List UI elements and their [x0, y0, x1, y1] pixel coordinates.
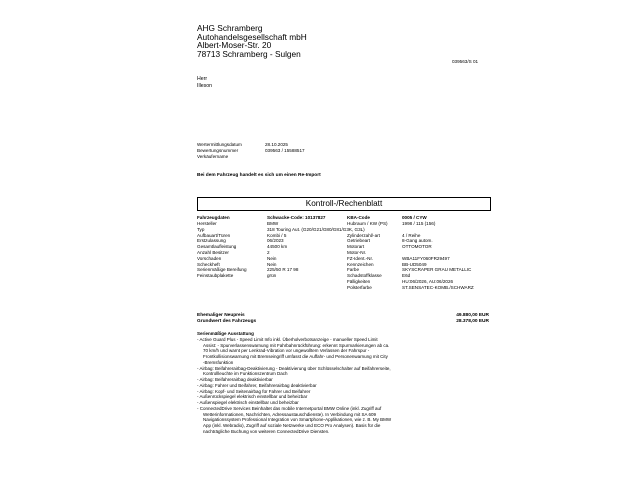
table-cell: 44500 km: [267, 244, 288, 250]
table-cell: BMW: [267, 221, 279, 226]
table-cell: HU:06/2026, AU:06/2026: [402, 278, 454, 284]
table-cell: 4 / Reihe: [402, 232, 421, 238]
sender-line: 78713 Schramberg - Sulgen: [197, 48, 301, 59]
equipment-line: Assist: - Spurverlassenswarnung mit Fahrbahnrückführung: erkennt Spurmarkierungen ab ca.: [203, 342, 390, 348]
sender-line: AHG Schramberg: [197, 23, 263, 33]
table-cell: Zylinderzahl/-art: [347, 232, 380, 238]
section-title-box: [197, 197, 491, 211]
recipient-line: Illeson: [197, 82, 212, 89]
table-cell: Motor-Nr.: [347, 249, 367, 255]
table-cell: Nein: [267, 255, 277, 261]
equipment-line: -Bremsfunktion: [203, 359, 234, 365]
price-label: Grundwert des Fahrzeugs: [197, 319, 257, 324]
table-cell: Hubraum / KW (PS): [347, 221, 388, 226]
table-cell: Schadstoffklasse: [347, 273, 382, 279]
table-cell: [197, 285, 267, 291]
meta-row: [197, 154, 305, 160]
table-cell: WBA11FY060FR29497: [402, 255, 450, 261]
table-header-row: [197, 214, 489, 221]
table-cell: 318 Touring Aut. (G20/G21/G80/G81/G3K, G3L): [267, 226, 365, 232]
price-value: 28.378,00 EUR: [456, 319, 489, 324]
equipment-line: 70 km/h und warnt per Lenkrad-Vibration vor ungewolltem Verlassen der Fahrspur -: [203, 348, 370, 354]
table-cell: Typ: [197, 226, 205, 232]
table-cell: Scheckheft: [197, 261, 220, 267]
table-cell: Erstzulassung: [197, 238, 226, 244]
sender-address: [197, 24, 307, 58]
table-cell: 225/50 R 17 98: [267, 267, 299, 273]
table-cell: Motorart: [347, 244, 365, 250]
valuation-meta: [197, 142, 305, 161]
sender-line: Autohandelsgesellschaft mbH: [197, 31, 307, 42]
table-cell: grün: [267, 273, 277, 279]
table-cell: BB-UD5049: [402, 261, 427, 267]
equipment-line: - Active Guard Plus - Speed Limit Info inkl. Überholverbotsanzeige - manueller Speed Limit: [197, 336, 378, 342]
table-cell: Polsterfarbe: [347, 284, 372, 290]
equipment-line: Kontrollleuchte im Funktionszentrum Dach: [203, 371, 288, 377]
price-value: 49.880,00 EUR: [456, 313, 489, 318]
table-cell: SKYSCRAPER GRAU METALLIC: [402, 267, 472, 273]
meta-label: Bewertungsnummer: [197, 148, 239, 154]
header-cell: KBA-Code: [347, 215, 370, 220]
price-label: Ehemaliger Neupreis: [197, 313, 245, 318]
section-title: Kontroll-/Rechenblatt: [305, 199, 383, 208]
meta-label: Verkäufername: [197, 154, 229, 160]
table-cell: 1998 / 115 (156): [402, 221, 436, 226]
equipment-line: - ConnectedDrive Services Beinhaltet das mobile Internetportal BMW Online (inkl. Zugriff auf: [197, 405, 382, 411]
table-cell: OTTOMOTOR: [402, 244, 432, 250]
table-cell: Aufbauart/Türen: [197, 232, 231, 238]
header-cell: 0005 / CYW: [402, 215, 427, 220]
recipient-address: [197, 76, 212, 89]
table-cell: Farbe: [347, 267, 360, 273]
meta-value: 28.10.2025: [265, 142, 288, 147]
table-cell: ST.SENSATEC-KOMB./SCHWARZ: [402, 284, 474, 290]
table-cell: Anzahl Besitzer: [197, 249, 229, 255]
header-cell: Fahrzeugdaten: [197, 215, 230, 220]
equipment-line: App (inkl. Webradio), Zugriff auf soziale Netzwerke und ECO Pro Analysen). Basis für die: [203, 423, 381, 428]
table-cell: Serienmäßige Bereifung: [197, 267, 247, 273]
table-cell: Vorschaden: [197, 255, 222, 261]
table-cell: FZ-Ident.-Nr.: [347, 255, 374, 261]
table-cell: [267, 285, 347, 291]
equipment-line: - Airbag: Beifahrerairbag deaktivierbar: [197, 377, 273, 382]
table-cell: 2: [267, 249, 270, 255]
sender-line: Albert-Moser-Str. 20: [197, 40, 272, 51]
table-cell: 8-Gang autom.: [402, 238, 433, 244]
table-cell: Feinstaubplakette: [197, 273, 234, 279]
equipment-heading: Serienmäßige Ausstattung: [197, 331, 254, 336]
table-cell: Kombi / 5: [267, 232, 287, 238]
meta-label: Wertermittlungsdatum: [197, 142, 242, 147]
equipment-line: Navigationssystem Professional Integration von Smartphone-Applikationen, wie z. B. My BMW: [203, 417, 392, 423]
table-cell: Kennzeichen: [347, 261, 374, 267]
recipient-line: Herr: [197, 76, 208, 82]
document-number: 039563/S 01: [452, 59, 479, 64]
equipment-line: - Außenspiegel elektrisch einstellbar und beheizbar: [197, 400, 299, 405]
reimport-note: Bei dem Fahrzeug handelt es sich um einen Re-Import: [197, 173, 321, 178]
price-row: [197, 319, 489, 325]
standard-equipment: [197, 331, 487, 435]
equipment-line: - Airbag: Beifahrerairbag-Deaktivierung - Deaktivierung über Schlüsselschalter auf Beifahrerseite,: [197, 365, 391, 371]
table-cell: Fälligkeiten: [347, 278, 371, 284]
equipment-line: - Airbag: Kopf- und Seitenairbag für Fahrer und Beifahrer: [197, 388, 311, 394]
table-row: [197, 285, 489, 291]
table-cell: Nein: [267, 261, 277, 267]
meta-value: 039563 / 15588517: [265, 148, 305, 154]
equipment-line: Wetterinformationen, Nachrichten, Adressaustauschdienste). In Verbindung mit SA 609: [203, 411, 377, 417]
table-cell: Hersteller: [197, 221, 217, 226]
table-cell: Getriebeart: [347, 238, 370, 244]
equipment-line: nachträgliche Buchung von weiteren ConnectedDrive Diensten.: [203, 428, 330, 434]
table-cell: Gesamtlaufleistung: [197, 244, 237, 250]
table-cell: E6d: [402, 273, 411, 279]
equipment-line: - Airbag: Fahrer und Beifahrer, Beifahrerairbag deaktivierbar: [197, 382, 317, 388]
equipment-line: Frontkollisionswarnung mit Bremseingriff umfasst die Auffahr- und Personenwarnung mit City: [203, 354, 388, 359]
vehicle-data-table: [197, 214, 489, 291]
price-summary: [197, 313, 489, 325]
header-cell: Schwacke-Code: 10137827: [267, 215, 326, 220]
table-cell: 06/2023: [267, 238, 284, 244]
equipment-line: - Außenrückspiegel elektrisch einstellbar und beheizbar: [197, 394, 308, 400]
